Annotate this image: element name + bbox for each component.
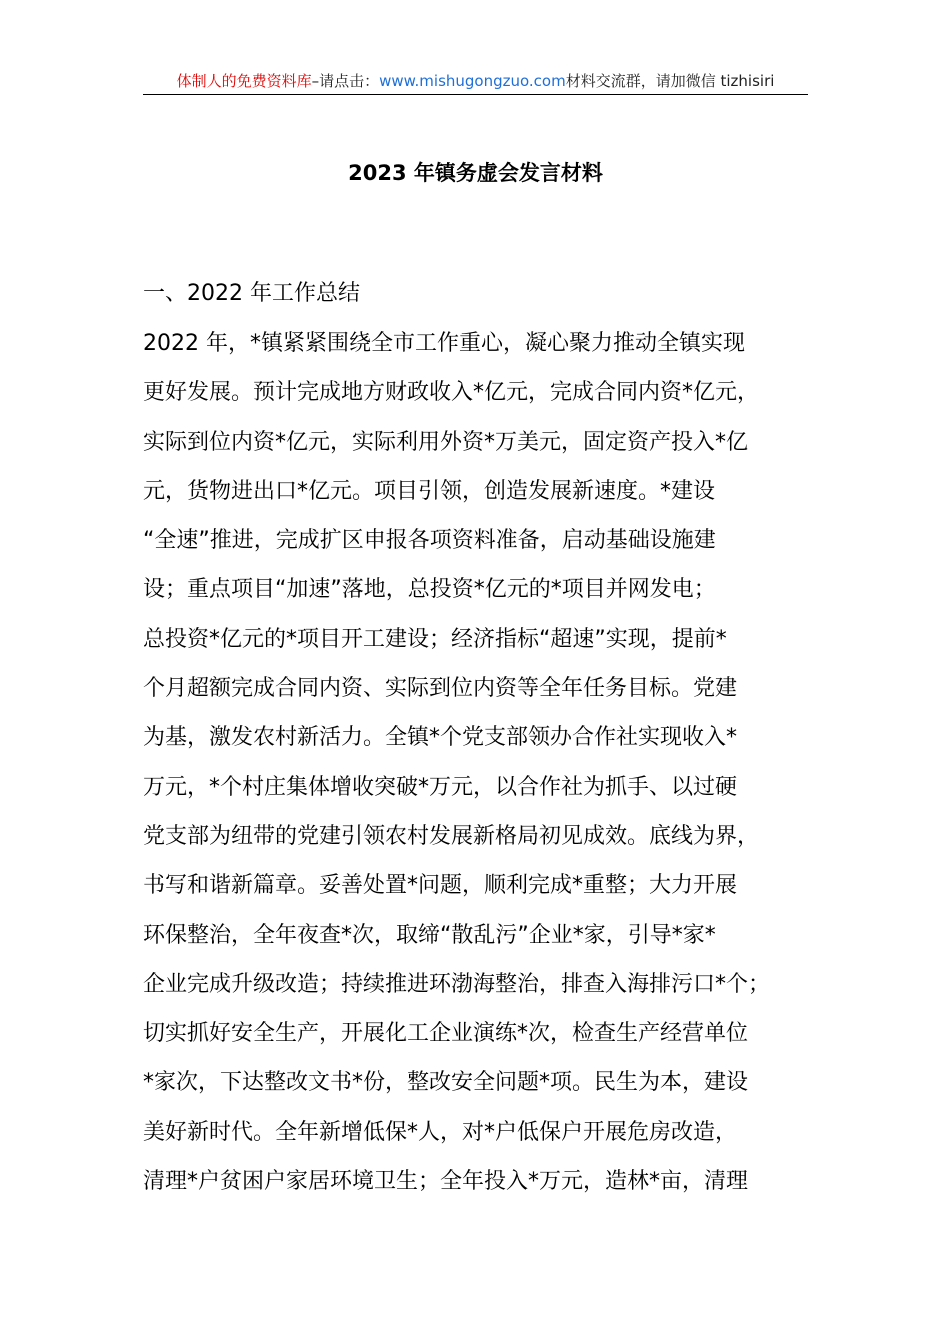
body-line: 党支部为纽带的党建引领农村发展新格局初见成效。底线为界， (143, 823, 760, 849)
header-click-text: –请点击： (311, 72, 380, 90)
header-wechat-text: 材料交流群，请加微信 tizhisiri (565, 72, 775, 90)
body-line: 元，货物进出口*亿元。项目引领，创造发展新速度。*建设 (143, 478, 716, 504)
body-line: 实际到位内资*亿元，实际利用外资*万美元，固定资产投入*亿 (143, 429, 749, 455)
body-line: 万元，*个村庄集体增收突破*万元，以合作社为抓手、以过硬 (143, 774, 738, 800)
body-line: 更好发展。预计完成地方财政收入*亿元，完成合同内资*亿元， (143, 380, 760, 406)
body-line: 环保整治，全年夜查*次，取缔“散乱污”企业*家，引导*家* (143, 922, 716, 948)
body-line: 2022 年，*镇紧紧围绕全市工作重心，凝心聚力推动全镇实现 (143, 331, 745, 356)
section-heading: 一、2022 年工作总结 (143, 281, 360, 306)
page-header (143, 70, 808, 95)
body-line: 个月超额完成合同内资、实际到位内资等全年任务目标。党建 (143, 676, 738, 702)
body-line: *家次，下达整改文书*份，整改安全问题*项。民生为本，建设 (143, 1070, 749, 1096)
header-brand: 体制人的免费资料库 (176, 72, 312, 90)
body-line: “全速”推进，完成扩区申报各项资料准备，启动基础设施建 (143, 528, 716, 554)
body-line: 清理*户贫困户家居环境卫生；全年投入*万元，造林*亩，清理 (143, 1169, 749, 1195)
body-line: 为基，激发农村新活力。全镇*个党支部领办合作社实现收入* (143, 725, 738, 751)
body-line: 切实抓好安全生产，开展化工企业演练*次，检查生产经营单位 (143, 1021, 749, 1047)
header-website-link[interactable]: www.mishugongzuo.com (379, 72, 566, 90)
body-line: 设；重点项目“加速”落地，总投资*亿元的*项目并网发电； (143, 577, 716, 603)
body-line: 总投资*亿元的*项目开工建设；经济指标“超速”实现，提前* (143, 626, 727, 652)
body-line: 企业完成升级改造；持续推进环渤海整治，排查入海排污口*个； (143, 971, 771, 997)
body-line: 书写和谐新篇章。妥善处置*问题，顺利完成*重整；大力开展 (143, 873, 738, 899)
body-line: 美好新时代。全年新增低保*人，对*户低保户开展危房改造， (143, 1119, 738, 1145)
document-title: 2023 年镇务虚会发言材料 (348, 161, 603, 185)
body-paragraph (143, 327, 813, 1214)
